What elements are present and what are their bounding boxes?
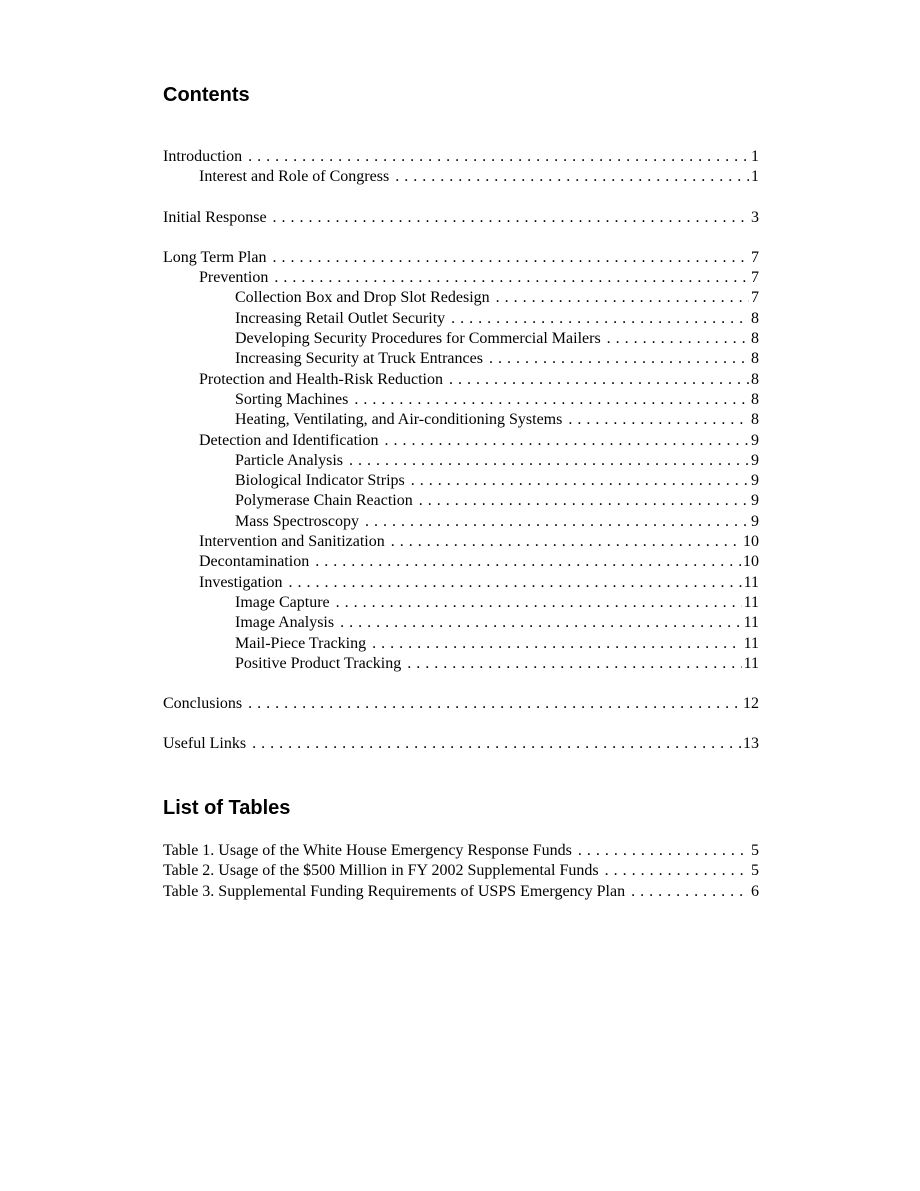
page-number: 9 (751, 492, 759, 510)
toc-entry[interactable] (163, 349, 759, 369)
dot-leader (489, 349, 749, 369)
dot-leader (289, 573, 742, 593)
toc-entry[interactable] (163, 370, 759, 390)
toc-entry[interactable] (163, 613, 759, 633)
table-entry[interactable] (163, 841, 759, 861)
toc-entry[interactable] (163, 410, 759, 430)
toc-entry-title: Useful Links (163, 735, 247, 753)
page-number: 6 (751, 882, 759, 900)
toc-entry-title: Particle Analysis (235, 451, 343, 469)
toc-entry[interactable] (163, 431, 759, 451)
toc-entry[interactable] (163, 532, 759, 552)
dot-leader (407, 654, 741, 674)
page-number: 8 (751, 330, 759, 348)
page-number: 11 (743, 614, 759, 632)
dot-leader (354, 390, 749, 410)
page-number: 7 (751, 248, 759, 266)
dot-leader (451, 309, 749, 329)
toc-entry[interactable] (163, 329, 759, 349)
page-number: 11 (743, 573, 759, 591)
page-number: 11 (743, 654, 759, 672)
dot-leader (365, 512, 749, 532)
toc-entry[interactable] (163, 634, 759, 654)
dot-leader (631, 882, 749, 902)
page-number: 8 (751, 350, 759, 368)
toc-entry-title: Interest and Role of Congress (199, 168, 390, 186)
page-number: 7 (751, 289, 759, 307)
toc-entry[interactable] (163, 593, 759, 613)
toc-entry-title: Decontamination (199, 553, 310, 571)
toc-entry-title: Investigation (199, 573, 283, 591)
page-number: 9 (751, 472, 759, 490)
dot-leader (340, 613, 742, 633)
toc-entry-title: Prevention (199, 269, 269, 287)
toc-entry[interactable] (163, 147, 759, 167)
toc-entry-title: Biological Indicator Strips (235, 472, 405, 490)
toc-entry-title: Image Capture (235, 593, 330, 611)
table-entry-title: Table 2. Usage of the $500 Million in FY 2002 Supplemental Funds (163, 862, 599, 880)
dot-leader (315, 552, 741, 572)
toc-entry-title: Mass Spectroscopy (235, 512, 359, 530)
dot-leader (274, 268, 749, 288)
dot-leader (384, 431, 749, 451)
toc-entry[interactable] (163, 573, 759, 593)
page-number: 8 (751, 309, 759, 327)
dot-leader (273, 208, 749, 228)
toc-entry[interactable] (163, 390, 759, 410)
toc-entry-title: Image Analysis (235, 614, 335, 632)
toc-entry-title: Sorting Machines (235, 390, 349, 408)
dot-leader (349, 451, 749, 471)
toc-entry-title: Protection and Health-Risk Reduction (199, 370, 443, 388)
dot-leader (568, 410, 749, 430)
page-number: 8 (751, 370, 759, 388)
toc-entry[interactable] (163, 654, 759, 674)
toc-entry[interactable] (163, 471, 759, 491)
toc-entry[interactable] (163, 451, 759, 471)
toc-entry[interactable] (163, 167, 759, 187)
page-number: 10 (743, 533, 759, 551)
toc-entry-title: Initial Response (163, 208, 267, 226)
toc-entry-title: Collection Box and Drop Slot Redesign (235, 289, 490, 307)
toc-entry[interactable] (163, 512, 759, 532)
toc-entry[interactable] (163, 268, 759, 288)
dot-leader (248, 694, 741, 714)
page-number: 7 (751, 269, 759, 287)
dot-leader (336, 593, 742, 613)
page-number: 9 (751, 451, 759, 469)
page-number: 9 (751, 431, 759, 449)
dot-leader (391, 532, 741, 552)
toc-entry-title: Intervention and Sanitization (199, 533, 385, 551)
toc-entry-title: Detection and Identification (199, 431, 379, 449)
page-number: 1 (751, 168, 759, 186)
toc-entry[interactable] (163, 309, 759, 329)
page-number: 9 (751, 512, 759, 530)
dot-leader (248, 147, 749, 167)
table-entry[interactable] (163, 882, 759, 902)
dot-leader (411, 471, 749, 491)
toc-entry-title: Positive Product Tracking (235, 654, 402, 672)
toc-entry[interactable] (163, 734, 759, 754)
toc-entry[interactable] (163, 208, 759, 228)
table-entry-title: Table 1. Usage of the White House Emergency Response Funds (163, 842, 572, 859)
toc-entry-title: Heating, Ventilating, and Air-conditioning Systems (235, 411, 563, 429)
toc-entry-title: Conclusions (163, 695, 243, 713)
table-entry[interactable] (163, 861, 759, 881)
table-of-contents (163, 147, 759, 755)
dot-leader (578, 841, 749, 861)
dot-leader (607, 329, 749, 349)
toc-entry-title: Introduction (163, 148, 243, 165)
dot-leader (605, 861, 749, 881)
dot-leader (272, 248, 749, 268)
page-number: 1 (751, 148, 759, 165)
page-number: 8 (751, 411, 759, 429)
dot-leader (252, 734, 741, 754)
page-number: 5 (751, 842, 759, 859)
contents-heading: Contents (163, 84, 250, 106)
toc-entry-title: Long Term Plan (163, 248, 267, 266)
dot-leader (496, 288, 749, 308)
page-number: 13 (743, 735, 759, 753)
toc-entry-title: Increasing Retail Outlet Security (235, 309, 446, 327)
dot-leader (372, 634, 742, 654)
dot-leader (449, 370, 749, 390)
list-of-tables-heading: List of Tables (163, 797, 291, 819)
page-number: 3 (751, 208, 759, 226)
toc-entry[interactable] (163, 694, 759, 714)
page-number: 11 (743, 634, 759, 652)
dot-leader (419, 491, 749, 511)
page-number: 12 (743, 695, 759, 713)
toc-entry-title: Mail-Piece Tracking (235, 634, 367, 652)
toc-entry[interactable] (163, 288, 759, 308)
toc-entry[interactable] (163, 491, 759, 511)
table-entry-title: Table 3. Supplemental Funding Requirements of USPS Emergency Plan (163, 882, 626, 900)
toc-entry[interactable] (163, 552, 759, 572)
toc-entry-title: Increasing Security at Truck Entrances (235, 350, 483, 368)
toc-entry-title: Developing Security Procedures for Commercial Mailers (235, 330, 601, 348)
toc-entry[interactable] (163, 248, 759, 268)
page-number: 5 (751, 862, 759, 880)
dot-leader (395, 167, 749, 187)
page-number: 10 (743, 553, 759, 571)
page-number: 11 (743, 593, 759, 611)
toc-entry-title: Polymerase Chain Reaction (235, 492, 413, 510)
page-number: 8 (751, 390, 759, 408)
list-of-tables (163, 841, 759, 902)
